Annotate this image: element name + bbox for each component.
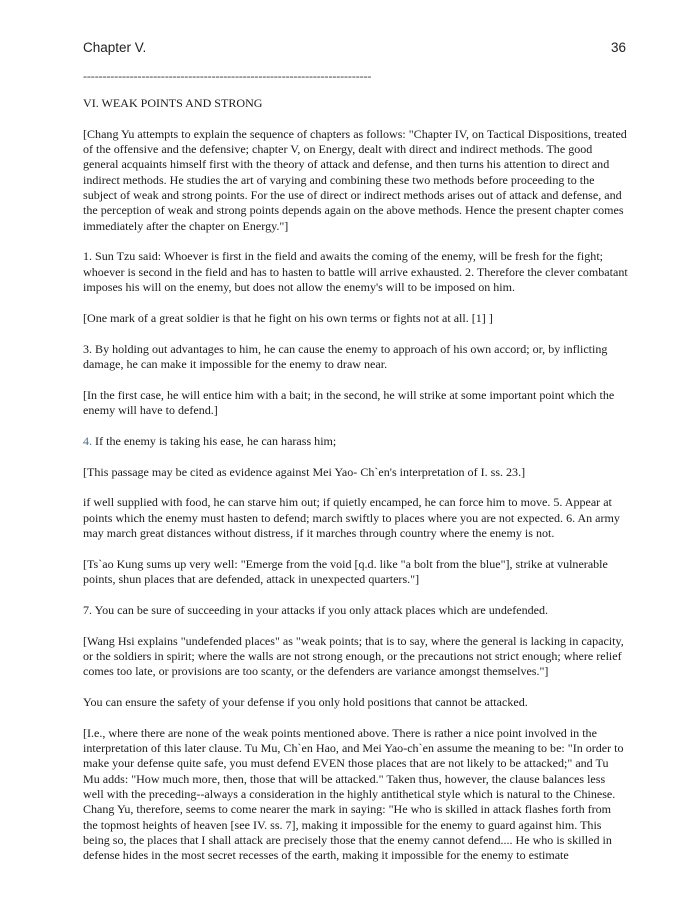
paragraph: if well supplied with food, he can starve him out; if quietly encamped, he can force him to move. 5. Appear at points which the enemy must hasten to defend; march swiftly to places where you are not expected. 6. An army may march great distances without distress, if it marches through country where the enemy is not. [83, 495, 620, 540]
paragraph: [I.e., where there are none of the weak points mentioned above. There is rather a nice point involved in the interpretation of this later clause. Tu Mu, Ch`en Hao, and Mei Yao-ch`en assume the meaning to be: "In order to make your defense quite safe, you must defend EVEN those places that are not likely to be attacked;" and Tu Mu adds: "How much more, then, those that will be attacked." Taken thus, however, the clause balances less well with the preceding--always a consideration in the highly antithetical style which is natural to the Chinese. Chang Yu, therefore, seems to come nearer the mark in saying: "He who is skilled in attack flashes forth from the topmost heights of heaven [see IV. ss. 7], making it impossible for the enemy to guard against him. This being so, the places that I shall attack are precisely those that the enemy cannot defend.... He who is skilled in defense hides in the most secret recesses of the earth, making it impossible for the enemy to estimate [83, 725, 624, 863]
page-number: 36 [610, 40, 626, 55]
paragraph: You can ensure the safety of your defense if you only hold positions that cannot be attacked. [83, 695, 528, 710]
paragraph: [This passage may be cited as evidence against Mei Yao- Ch`en's interpretation of I. ss. 23.] [83, 464, 526, 479]
page-header [83, 40, 626, 58]
paragraph: [Ts`ao Kung sums up very well: "Emerge from the void [q.d. like "a bolt from the blue"], strike at vulnerable points, shun places that are defended, attack in unexpected quarters."] [83, 556, 608, 587]
paragraph: [Chang Yu attempts to explain the sequence of chapters as follows: "Chapter IV, on Tactical Dispositions, treated of the offensive and the defensive; chapter V, on Energy, dealt with direct and indirect methods. The good general acquaints himself first with the theory of attack and defense, and then turns his attention to direct and indirect methods. He studies the art of varying and combining these two methods before proceeding to the subject of weak and strong points. For the use of direct or indirect methods arises out of attack and defense, and the perception of weak and strong points depends again on the above methods. Hence the present chapter comes immediately after the chapter on Energy."] [83, 126, 627, 233]
paragraph: [In the first case, he will entice him with a bait; in the second, he will strike at some important point which the enemy will have to defend.] [83, 387, 615, 417]
divider-line: -------------------------------------------------------------------------- [83, 69, 372, 83]
paragraph [83, 434, 628, 449]
paragraph-number: 4. [83, 433, 93, 448]
paragraph-text: If the enemy is taking his ease, he can harass him; [92, 433, 337, 448]
section-title: VI. WEAK POINTS AND STRONG [83, 96, 263, 110]
paragraph: 3. By holding out advantages to him, he can cause the enemy to approach of his own accord; or, by inflicting damage, he can make it impossible for the enemy to draw near. [83, 341, 608, 371]
body-text [83, 96, 628, 879]
paragraph: [Wang Hsi explains "undefended places" as "weak points; that is to say, where the general is lacking in capacity, or the soldiers in spirit; where the walls are not strong enough, or the precautions not strict enough; where relief comes too late, or provisions are too scanty, or the defenders are variance amongst themselves."] [83, 633, 624, 679]
paragraph: [One mark of a great soldier is that he fight on his own terms or fights not at all. [1] ] [83, 310, 493, 325]
chapter-label: Chapter V. [83, 40, 147, 55]
paragraph: 1. Sun Tzu said: Whoever is first in the field and awaits the coming of the enemy, will be fresh for the fight; whoever is second in the field and has to hasten to battle will arrive exhausted. 2. Therefore the clever combatant imposes his will on the enemy, but does not allow the enemy's will to be imposed on him. [83, 249, 628, 294]
paragraph: 7. You can be sure of succeeding in your attacks if you only attack places which are undefended. [83, 602, 548, 617]
